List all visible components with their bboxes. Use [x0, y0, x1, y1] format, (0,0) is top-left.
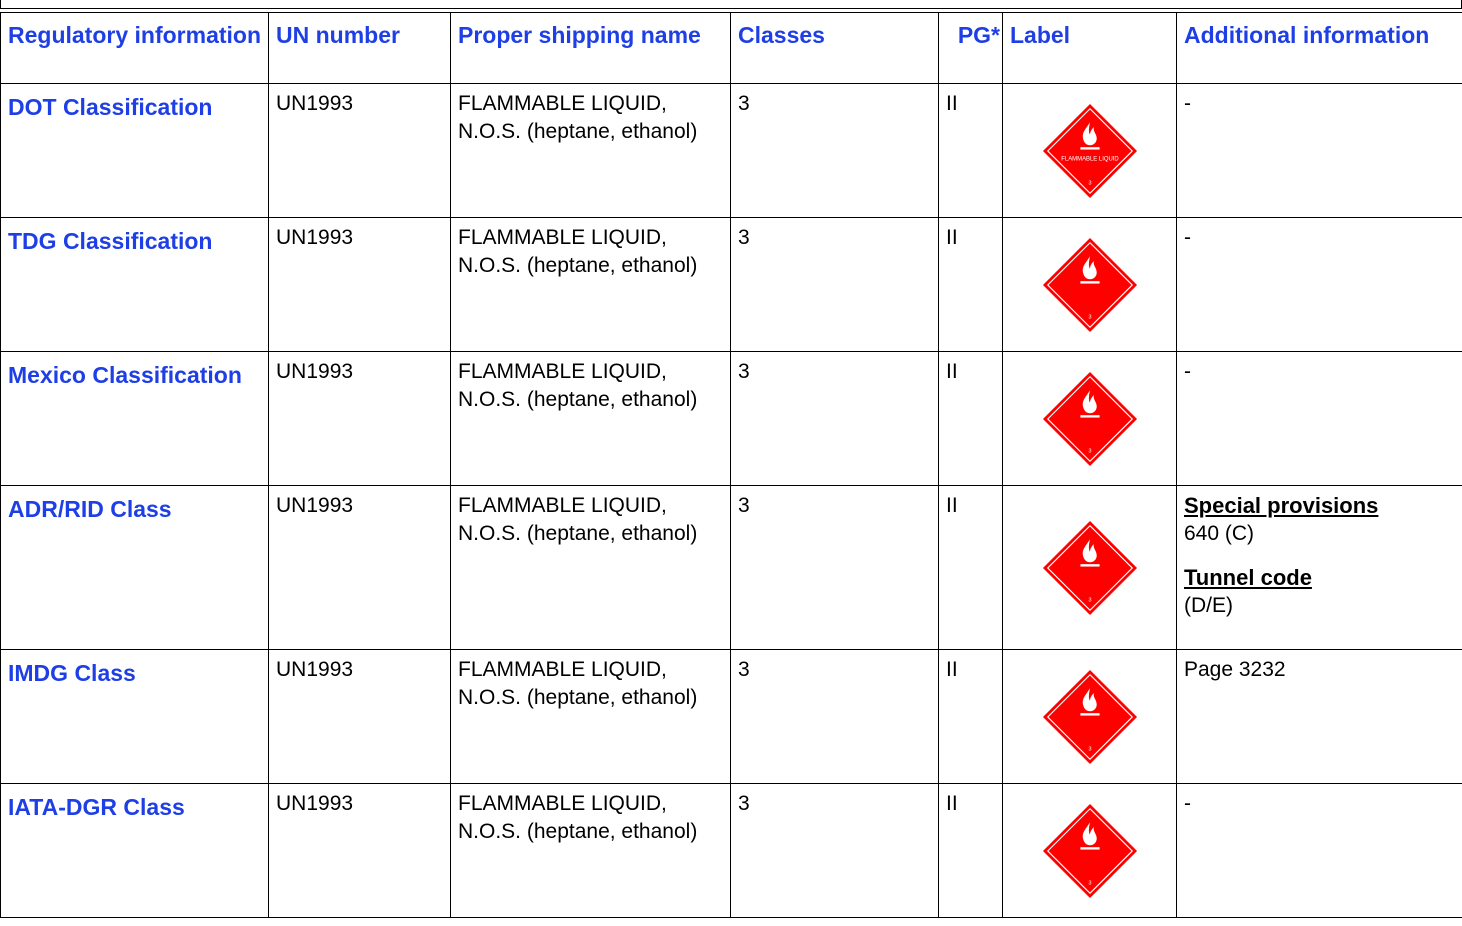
classes-cell: 3 [731, 486, 939, 650]
un-number-cell: UN1993 [269, 784, 451, 918]
label-cell [1003, 218, 1177, 352]
un-number-cell: UN1993 [269, 650, 451, 784]
additional-info-cell: Page 3232 [1177, 650, 1462, 784]
table-row [1, 84, 1462, 218]
page-top-frame [0, 0, 1462, 9]
classes-cell: 3 [731, 650, 939, 784]
label-number: 3 [1087, 880, 1092, 887]
table-header-row [1, 13, 1462, 84]
flammable-liquid-diamond-icon [1042, 669, 1138, 765]
packing-group-cell: II [939, 650, 1003, 784]
packing-group-cell: II [939, 784, 1003, 918]
un-number-cell: UN1993 [269, 84, 451, 218]
table-row [1, 784, 1462, 918]
header-regulatory-information: Regulatory information [1, 13, 269, 84]
table-row [1, 352, 1462, 486]
regulatory-cell: IMDG Class [1, 650, 269, 784]
table-row [1, 486, 1462, 650]
classes-cell: 3 [731, 784, 939, 918]
un-number-cell: UN1993 [269, 218, 451, 352]
label-number: 3 [1087, 314, 1092, 321]
additional-info-cell: - [1177, 352, 1462, 486]
label-cell [1003, 486, 1177, 650]
label-cell [1003, 84, 1177, 218]
shipping-name-cell: FLAMMABLE LIQUID, N.O.S. (heptane, ethanol) [451, 352, 731, 486]
classes-cell: 3 [731, 352, 939, 486]
additional-info-cell: - [1177, 84, 1462, 218]
packing-group-cell: II [939, 218, 1003, 352]
header-additional-information: Additional information [1177, 13, 1462, 84]
label-number: 3 [1087, 180, 1092, 187]
table-row [1, 218, 1462, 352]
table-row [1, 650, 1462, 784]
un-number-cell: UN1993 [269, 486, 451, 650]
packing-group-cell: II [939, 486, 1003, 650]
transport-classification-table [0, 12, 1462, 918]
packing-group-cell: II [939, 352, 1003, 486]
header-label: Label [1003, 13, 1177, 84]
flammable-liquid-diamond-icon [1042, 237, 1138, 333]
header-classes: Classes [731, 13, 939, 84]
flammable-liquid-diamond-icon [1042, 803, 1138, 899]
header-packing-group: PG* [939, 13, 1003, 84]
header-un-number: UN number [269, 13, 451, 84]
tunnel-code-heading: Tunnel code [1184, 565, 1312, 590]
label-text: FLAMMABLE LIQUID [1060, 156, 1119, 163]
label-number: 3 [1087, 597, 1092, 604]
packing-group-cell: II [939, 84, 1003, 218]
flammable-liquid-diamond-icon [1042, 520, 1138, 616]
shipping-name-cell: FLAMMABLE LIQUID, N.O.S. (heptane, ethanol) [451, 486, 731, 650]
un-number-cell: UN1993 [269, 352, 451, 486]
additional-info-cell: - [1177, 218, 1462, 352]
label-number: 3 [1087, 448, 1092, 455]
regulatory-cell: DOT Classification [1, 84, 269, 218]
regulatory-cell: TDG Classification [1, 218, 269, 352]
additional-info-cell [1177, 486, 1462, 650]
flammable-liquid-diamond-icon [1042, 371, 1138, 467]
label-cell [1003, 784, 1177, 918]
shipping-name-cell: FLAMMABLE LIQUID, N.O.S. (heptane, ethanol) [451, 650, 731, 784]
regulatory-cell: Mexico Classification [1, 352, 269, 486]
flammable-liquid-diamond-icon [1042, 103, 1138, 199]
special-provisions-heading: Special provisions [1184, 493, 1379, 518]
classes-cell: 3 [731, 84, 939, 218]
tunnel-code-value: (D/E) [1184, 594, 1233, 617]
label-cell [1003, 352, 1177, 486]
shipping-name-cell: FLAMMABLE LIQUID, N.O.S. (heptane, ethanol) [451, 218, 731, 352]
header-proper-shipping-name: Proper shipping name [451, 13, 731, 84]
shipping-name-cell: FLAMMABLE LIQUID, N.O.S. (heptane, ethanol) [451, 784, 731, 918]
regulatory-cell: IATA-DGR Class [1, 784, 269, 918]
classes-cell: 3 [731, 218, 939, 352]
label-number: 3 [1087, 746, 1092, 753]
regulatory-cell: ADR/RID Class [1, 486, 269, 650]
additional-info-cell: - [1177, 784, 1462, 918]
shipping-name-cell: FLAMMABLE LIQUID, N.O.S. (heptane, ethanol) [451, 84, 731, 218]
special-provisions-value: 640 (C) [1184, 522, 1255, 545]
label-cell [1003, 650, 1177, 784]
